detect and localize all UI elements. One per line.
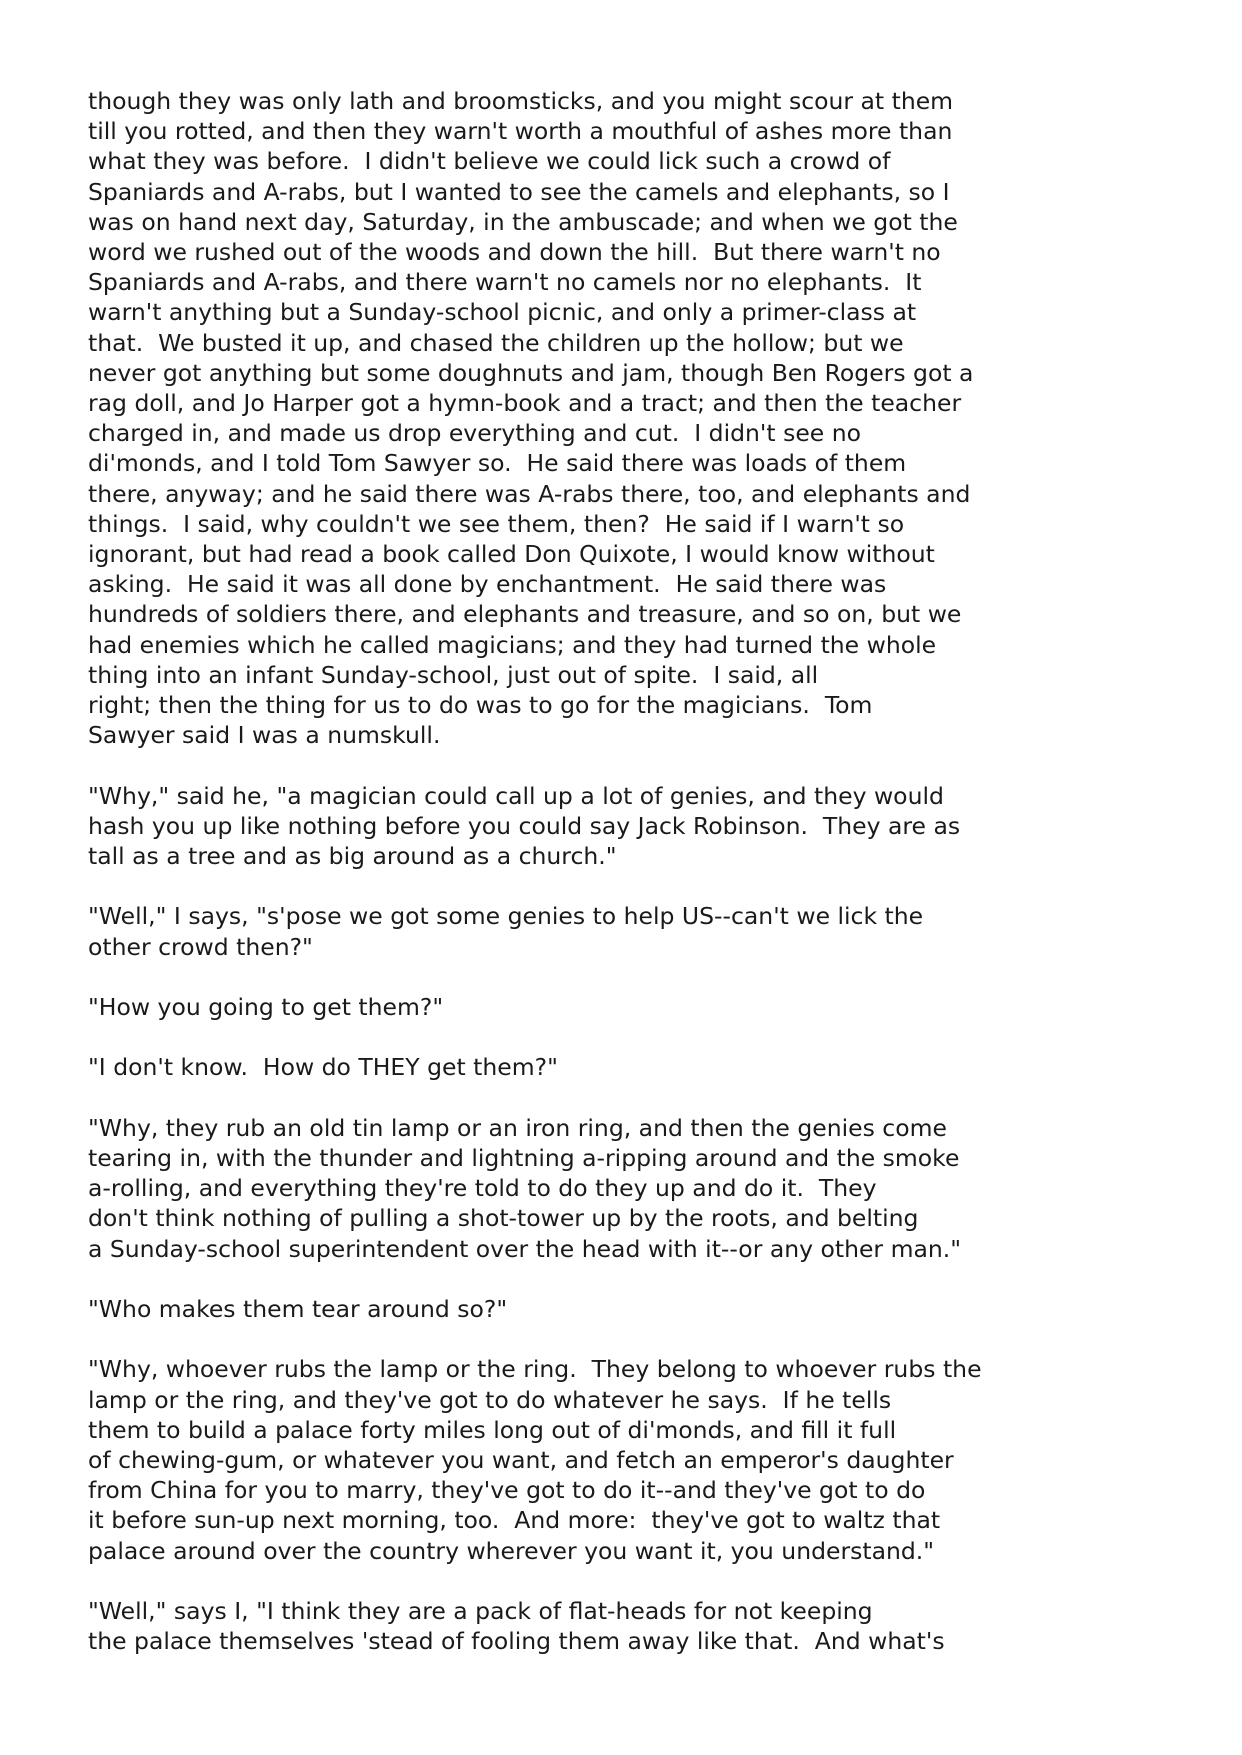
text-line: "I don't know. How do THEY get them?" bbox=[88, 1053, 558, 1082]
text-line: asking. He said it was all done by enchantment. He said there was bbox=[88, 570, 887, 599]
text-line: though they was only lath and broomsticks, and you might scour at them bbox=[88, 87, 954, 115]
text-line: rag doll, and Jo Harper got a hymn-book and a tract; and then the teacher bbox=[88, 389, 962, 418]
text-line: hundreds of soldiers there, and elephants and treasure, and so on, but we bbox=[88, 600, 962, 629]
paragraph bbox=[88, 1294, 1188, 1324]
text-line: Sawyer said I was a numskull. bbox=[88, 721, 441, 750]
text-line: "Who makes them tear around so?" bbox=[88, 1295, 508, 1324]
text-line: had enemies which he called magicians; and they had turned the whole bbox=[88, 630, 937, 659]
text-line: Spaniards and A-rabs, but I wanted to see the camels and elephants, so I bbox=[88, 177, 950, 206]
text-line: tall as a tree and as big around as a church." bbox=[88, 842, 617, 871]
text-line: don't think nothing of pulling a shot-tower up by the roots, and belting bbox=[88, 1204, 919, 1233]
text-line: things. I said, why couldn't we see them, then? He said if I warn't so bbox=[88, 509, 905, 538]
text-line: "Why, whoever rubs the lamp or the ring. They belong to whoever rubs the bbox=[88, 1355, 982, 1384]
text-line: "Well," says I, "I think they are a pack of flat-heads for not keeping bbox=[88, 1597, 873, 1626]
text-line: from China for you to marry, they've got to do it--and they've got to do bbox=[88, 1476, 926, 1505]
text-line: it before sun-up next morning, too. And more: they've got to waltz that bbox=[88, 1506, 941, 1535]
text-line: Spaniards and A-rabs, and there warn't no camels nor no elephants. It bbox=[88, 268, 922, 297]
text-line: till you rotted, and then they warn't worth a mouthful of ashes more than bbox=[88, 117, 953, 146]
paragraph bbox=[88, 86, 1188, 750]
text-line: "Why," said he, "a magician could call up a lot of genies, and they would bbox=[88, 781, 944, 810]
text-line: never got anything but some doughnuts and jam, though Ben Rogers got a bbox=[88, 358, 974, 387]
paragraph bbox=[88, 1052, 1188, 1082]
text-line: charged in, and made us drop everything and cut. I didn't see no bbox=[88, 419, 861, 448]
text-line: "How you going to get them?" bbox=[88, 993, 444, 1022]
text-line: thing into an infant Sunday-school, just out of spite. I said, all bbox=[88, 660, 819, 689]
paragraph bbox=[88, 1354, 1188, 1565]
text-line: them to build a palace forty miles long out of di'monds, and fill it full bbox=[88, 1415, 897, 1444]
text-line: that. We busted it up, and chased the children up the hollow; but we bbox=[88, 328, 904, 357]
text-line: word we rushed out of the woods and down the hill. But there warn't no bbox=[88, 238, 941, 267]
text-line: a Sunday-school superintendent over the head with it--or any other man." bbox=[88, 1234, 962, 1263]
paragraph bbox=[88, 901, 1188, 961]
text-line: of chewing-gum, or whatever you want, and fetch an emperor's daughter bbox=[88, 1446, 954, 1475]
paragraph bbox=[88, 781, 1188, 872]
text-line: di'monds, and I told Tom Sawyer so. He said there was loads of them bbox=[88, 449, 907, 478]
text-line: warn't anything but a Sunday-school picnic, and only a primer-class at bbox=[88, 298, 917, 327]
text-line: a-rolling, and everything they're told to do they up and do it. They bbox=[88, 1174, 877, 1203]
text-line: there, anyway; and he said there was A-rabs there, too, and elephants and bbox=[88, 479, 971, 508]
paragraph bbox=[88, 992, 1188, 1022]
text-line: "Why, they rub an old tin lamp or an iron ring, and then the genies come bbox=[88, 1113, 947, 1142]
text-line: ignorant, but had read a book called Don Quixote, I would know without bbox=[88, 540, 935, 569]
text-line: what they was before. I didn't believe we could lick such a crowd of bbox=[88, 147, 891, 176]
text-line: hash you up like nothing before you could say Jack Robinson. They are as bbox=[88, 811, 961, 840]
text-line: palace around over the country wherever you want it, you understand." bbox=[88, 1536, 935, 1565]
text-line: other crowd then?" bbox=[88, 932, 313, 961]
paragraph bbox=[88, 1596, 1188, 1656]
document-page bbox=[88, 86, 1188, 1687]
text-line: "Well," I says, "s'pose we got some genies to help US--can't we lick the bbox=[88, 902, 924, 931]
text-line: was on hand next day, Saturday, in the ambuscade; and when we got the bbox=[88, 207, 958, 236]
text-line: tearing in, with the thunder and lightning a-ripping around and the smoke bbox=[88, 1144, 960, 1173]
text-line: right; then the thing for us to do was to go for the magicians. Tom bbox=[88, 691, 873, 720]
paragraph bbox=[88, 1113, 1188, 1264]
text-line: lamp or the ring, and they've got to do whatever he says. If he tells bbox=[88, 1385, 892, 1414]
text-line: the palace themselves 'stead of fooling them away like that. And what's bbox=[88, 1627, 945, 1656]
